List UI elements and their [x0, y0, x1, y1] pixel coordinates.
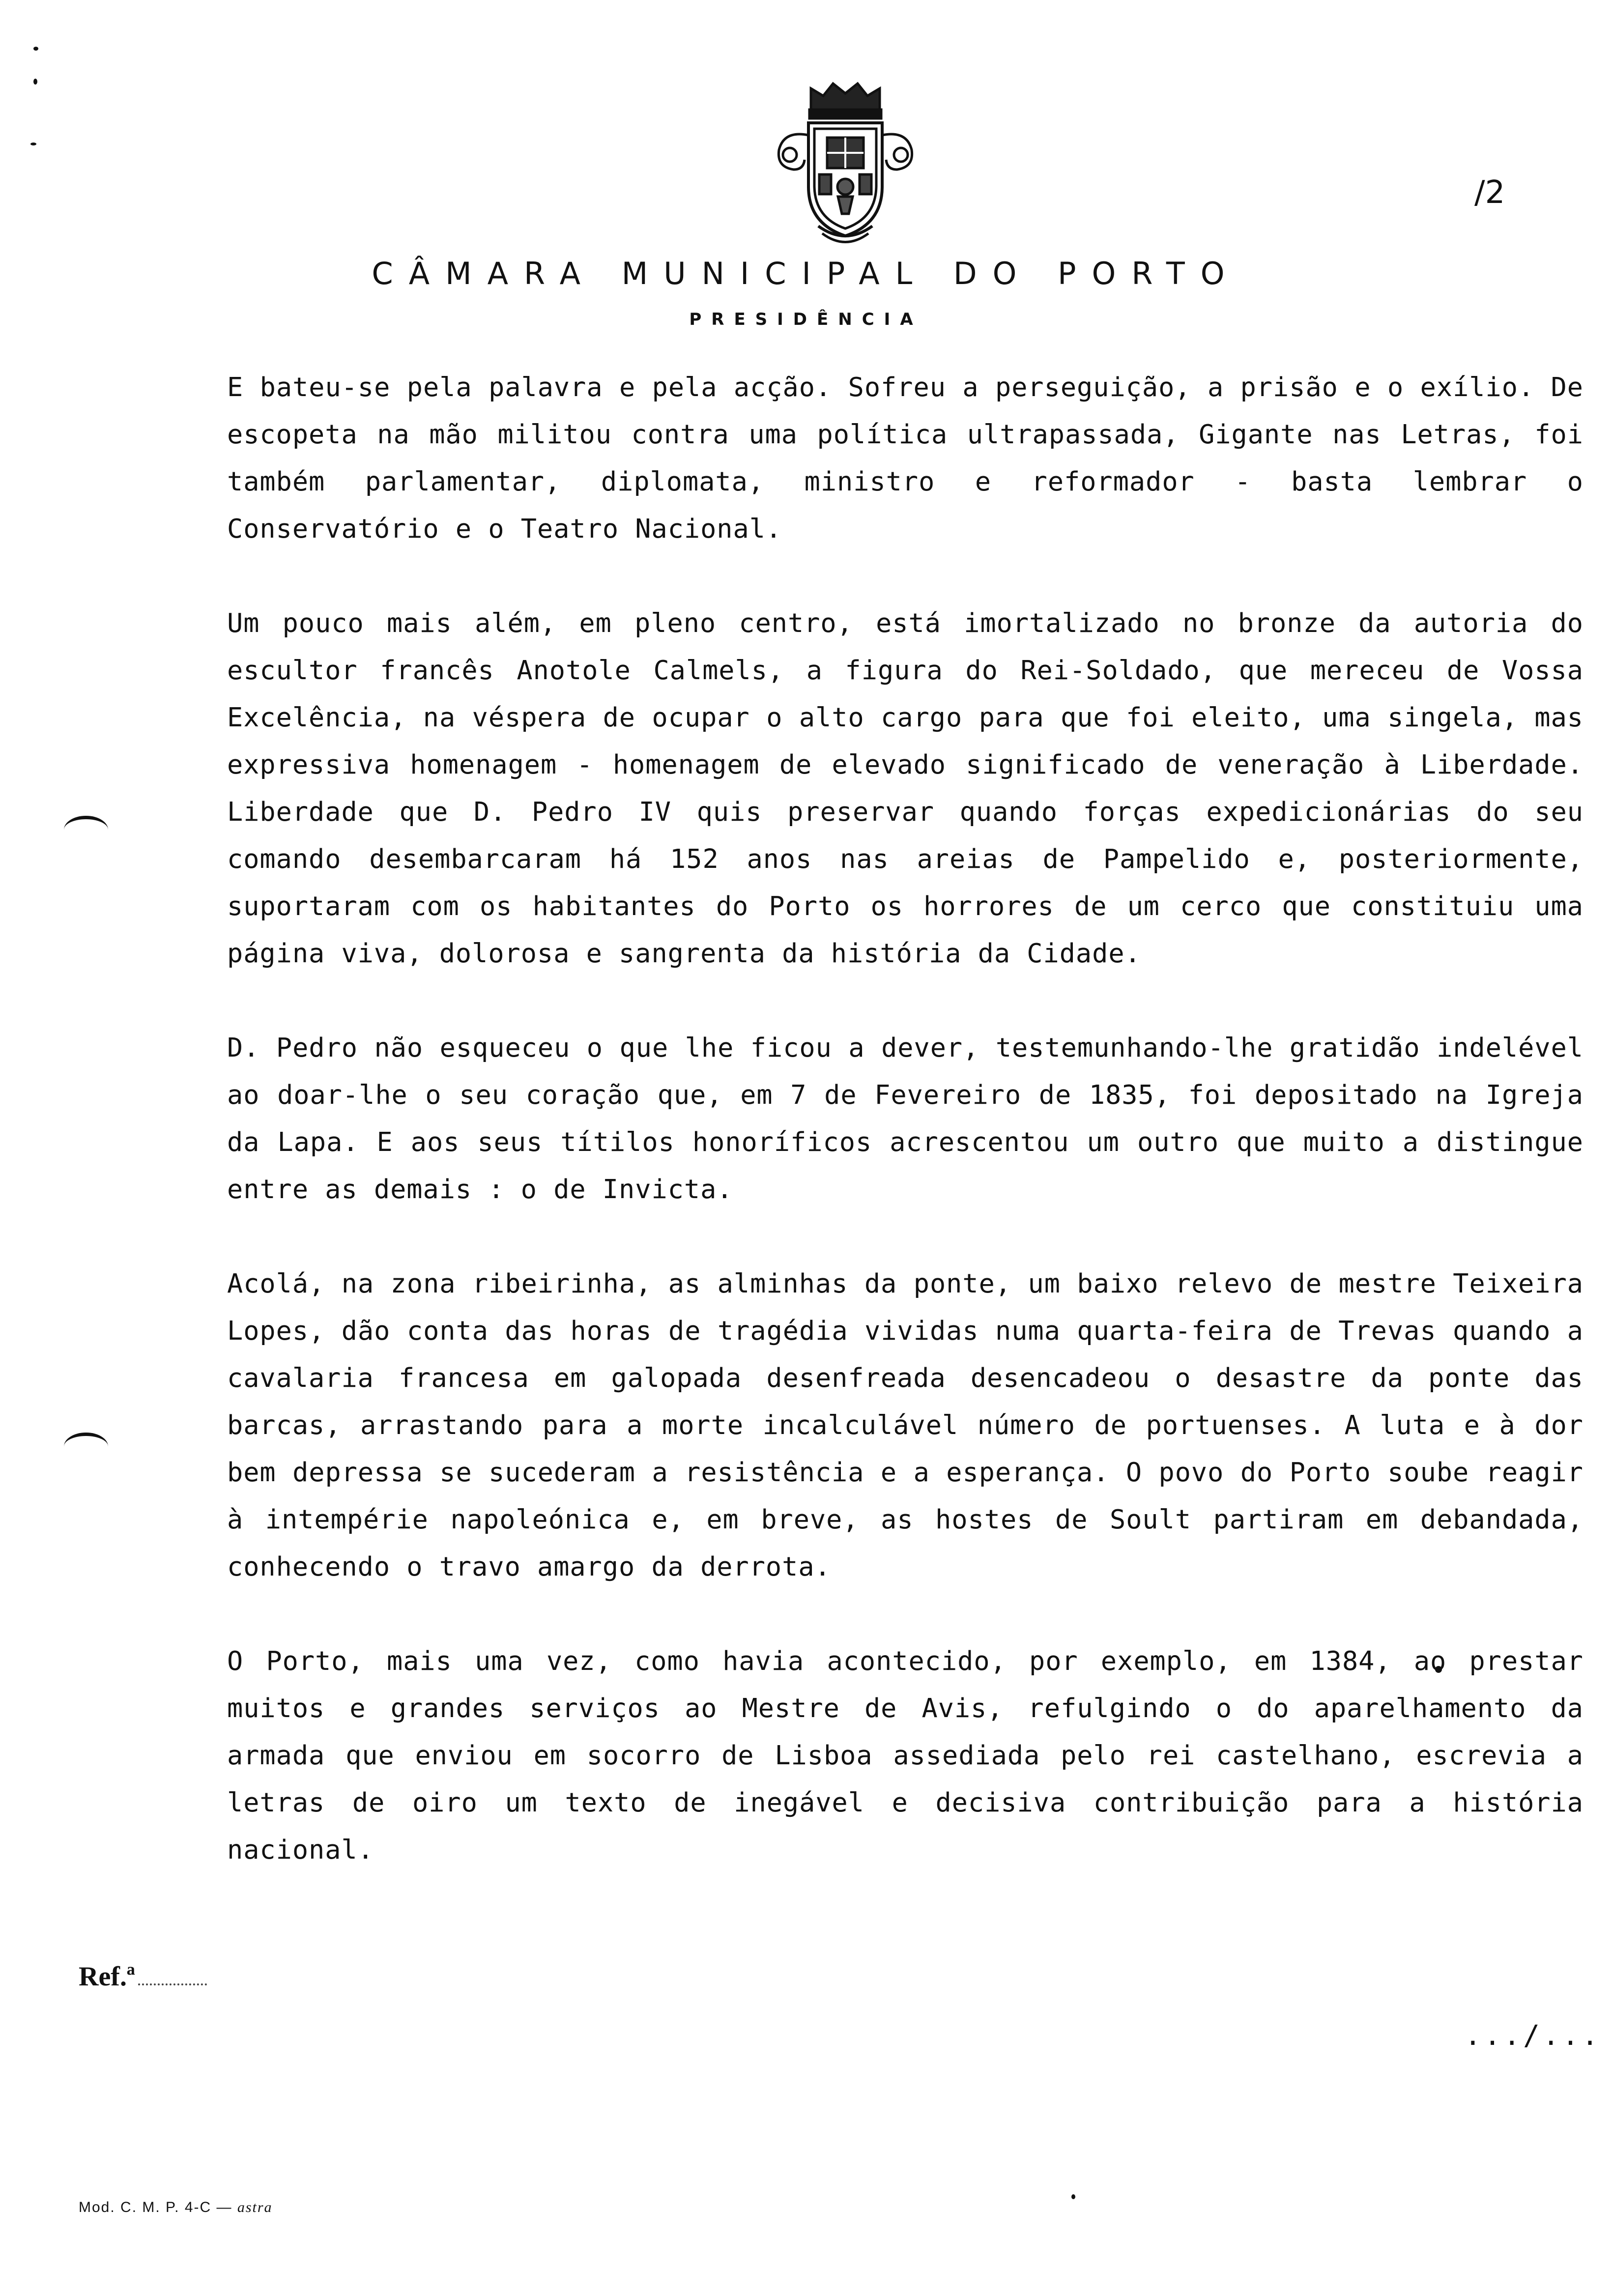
- paragraph: Um pouco mais além, em pleno centro, está imortalizado no bronze da autoria do escultor francês Anotole Calmels, a figura do Rei-Soldado, que mereceu de Vossa Excelência, na véspera de ocupar o alto cargo para que foi eleito, uma singela, mas expressiva homenagem - homenagem de elevado significado de veneração à Liberdade. Liberdade que D. Pedro IV quis preservar quando forças expedicionárias do seu comando desembarcaram há 152 anos nas areias de Pampelido e, posteriormente, suportaram com os habitantes do Porto os horrores de um cerco que constituiu uma página viva, dolorosa e sangrenta da história da Cidade.: [227, 607, 1583, 969]
- scan-speck: [33, 79, 37, 85]
- letter-body: [227, 364, 1583, 1921]
- form-code: [79, 2199, 273, 2216]
- punch-hole-mark: [64, 1433, 108, 1461]
- punch-hole-mark: [64, 816, 108, 844]
- paragraph: D. Pedro não esqueceu o que lhe ficou a dever, testemunhando-lhe gratidão indelével ao doar-lhe o seu coração que, em 7 de Fevereiro de 1835, foi depositado na Igreja da Lapa. E aos seus títilos honoríficos acrescentou um outro que muito a distingue entre as demais : o de Invicta.: [227, 1032, 1583, 1205]
- reference-field: [79, 1961, 207, 1992]
- letterhead-subtitle: PRESIDÊNCIA: [689, 310, 923, 329]
- scan-speck: [1071, 2194, 1075, 2199]
- paragraph: O Porto, mais uma vez, como havia acontecido, por exemplo, em 1384, ao prestar muitos e grandes serviços ao Mestre de Avis, refulgindo o do aparelhamento da armada que enviou em socorro de Lisboa assediada pelo rei castelhano, escrevia a letras de oiro um texto de inegável e decisiva contribuição para a história nacional.: [227, 1645, 1583, 1865]
- form-code-text: Mod. C. M. P. 4-C —: [79, 2199, 232, 2215]
- scan-speck: [30, 143, 36, 145]
- coat-of-arms-icon: [764, 76, 926, 253]
- letterhead-title: CÂMARA MUNICIPAL DO PORTO: [372, 256, 1240, 291]
- page-number: /2: [1474, 174, 1505, 211]
- paragraph: E bateu-se pela palavra e pela acção. Sofreu a perseguição, a prisão e o exílio. De escopeta na mão militou contra uma política ultrapassada, Gigante nas Letras, foi também parlamentar, diplomata, ministro e reformador - basta lembrar o Conservatório e o Teatro Nacional.: [227, 372, 1583, 544]
- continuation-mark: .../...: [1465, 2020, 1602, 2052]
- form-code-suffix: astra: [237, 2199, 273, 2215]
- reference-blank-line: [138, 1983, 207, 1985]
- scan-speck: [33, 47, 38, 51]
- reference-label: Ref.ª: [79, 1961, 135, 1992]
- paragraph: Acolá, na zona ribeirinha, as alminhas da ponte, um baixo relevo de mestre Teixeira Lopes, dão conta das horas de tragédia vividas numa quarta-feira de Trevas quando a cavalaria francesa em galopada desenfreada desencadeou o desastre da ponte das barcas, arrastando para a morte incalculável número de portuenses. A luta e à dor bem depressa se sucederam a resistência e a esperança. O povo do Porto soube reagir à intempérie napoleónica e, em breve, as hostes de Soult partiram em debandada, conhecendo o travo amargo da derrota.: [227, 1268, 1583, 1582]
